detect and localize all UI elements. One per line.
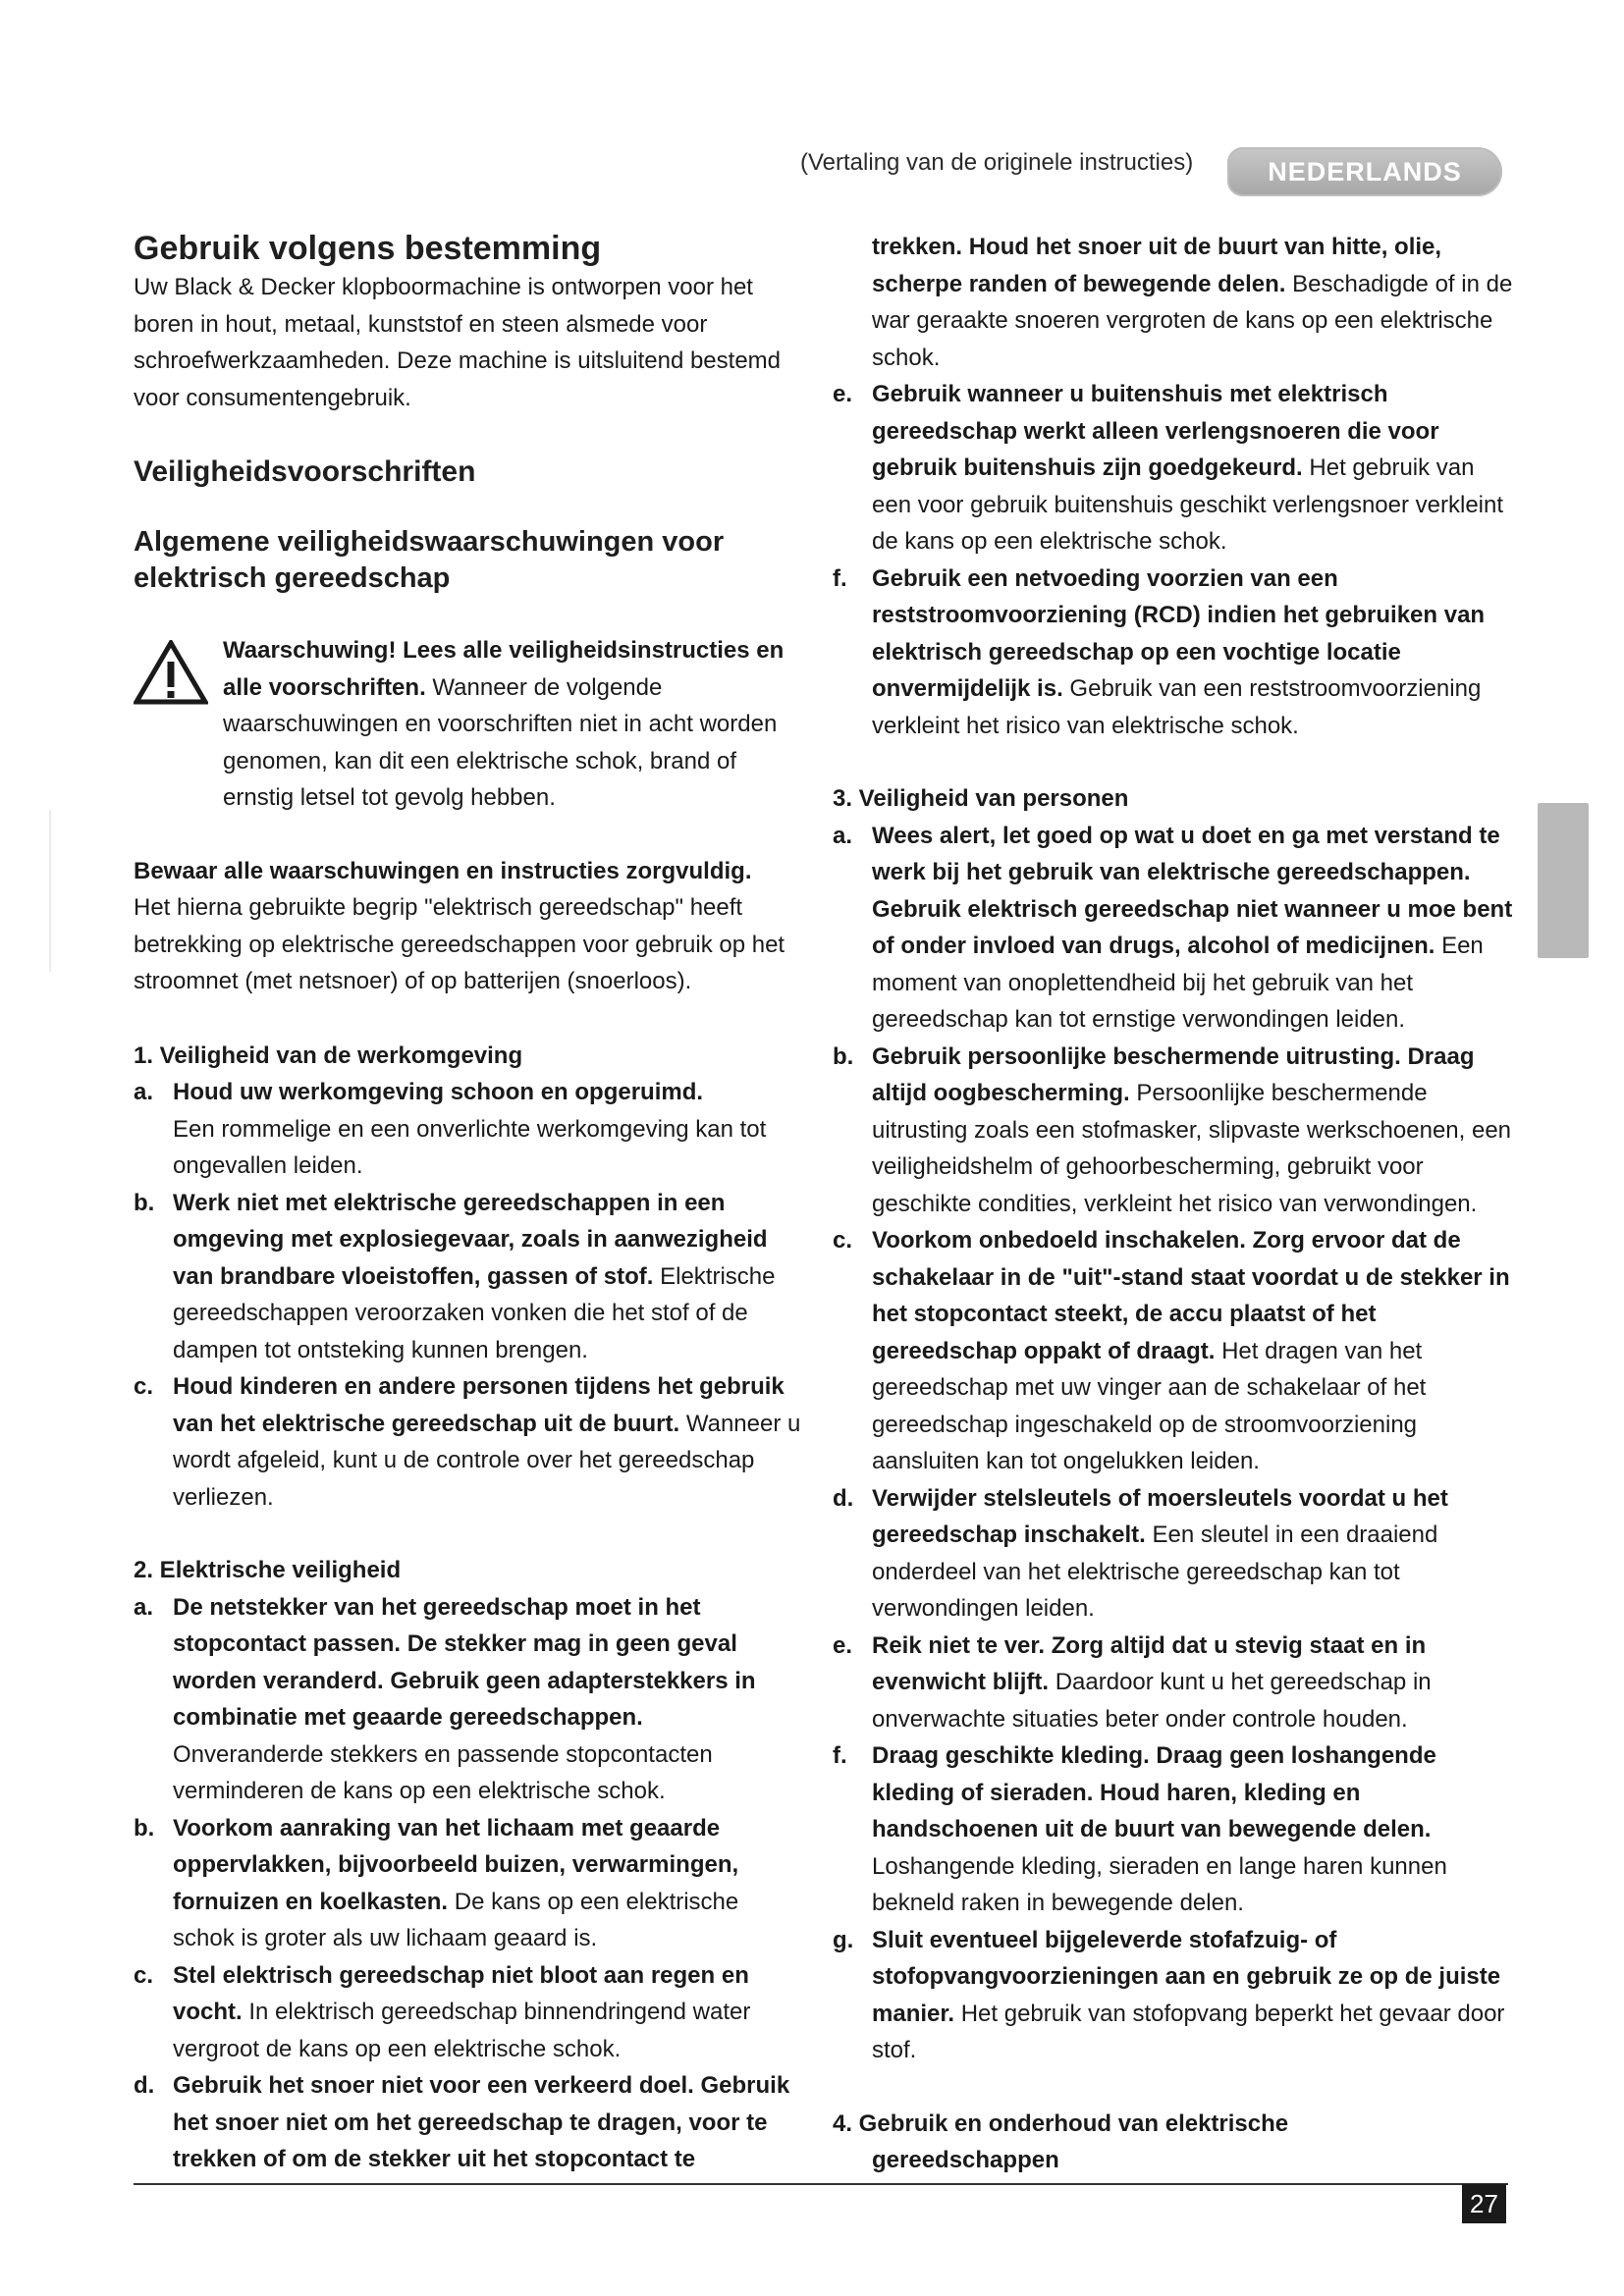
list-item: b. Voorkom aanraking van het lichaam met geaarde oppervlakken, bijvoorbeeld buizen, verwarmingen, fornuizen en koelkasten. De kans op een elektrische schok is groter als uw lichaam geaard is.: [134, 1814, 739, 1951]
margin-line: [49, 810, 51, 972]
heading-safety: Veiligheidsvoorschriften: [134, 455, 476, 488]
list-item: b. Werk niet met elektrische gereedschappen in een omgeving met explosiegevaar, zoals in aanwezigheid van brandbare vloeistoffen, gassen of stof. Elektrische gereedschappen veroorzaken vonken die het stof of de dampen tot ontsteking kunnen brengen.: [134, 1189, 776, 1363]
list-item: c. Stel elektrisch gereedschap niet bloot aan regen en vocht. In elektrisch gereedschap binnendringend water vergroot de kans op een elektrische schok.: [134, 1961, 751, 2062]
list-item: d. Verwijder stelsleutels of moersleutels voordat u het gereedschap inschakelt. Een sleutel in een draaiend onderdeel van het elektrische gereedschap kan tot verwondingen leiden.: [833, 1484, 1448, 1622]
list-item: a. Houd uw werkomgeving schoon en opgeruimd. Een rommelige en een onverlichte werkomgeving kan tot ongevallen leiden.: [134, 1079, 767, 1179]
list-item: c. Voorkom onbedoeld inschakelen. Zorg ervoor dat de schakelaar in de "uit"-stand staat voordat u de stekker in het stopcontact steekt, de accu plaatst of het gereedschap oppakt of draagt. Het dragen van het gereedschap met uw vinger aan de schakelaar of het gereedschap ingeschakeld op de stroomvoorziening aansluiten kan tot ongelukken leiden.: [833, 1227, 1510, 1474]
list-item: f. Gebruik een netvoeding voorzien van een reststroomvoorziening (RCD) indien het gebruiken van elektrisch gereedschap op een vochtige locatie onvermijdelijk is. Gebruik van een reststroomvoorziening verkleint het risico van elektrische schok.: [833, 564, 1486, 739]
language-tab: NEDERLANDS: [1227, 147, 1502, 196]
left-column: [134, 228, 801, 2178]
heading-general-warnings: Algemene veiligheidswaarschuwingen voor elektrisch gereedschap: [134, 526, 725, 594]
list-item: a. De netstekker van het gereedschap moet in het stopcontact passen. De stekker mag in geen geval worden veranderd. Gebruik geen adapterstekkers in combinatie met geaarde gereedschappen. Onveranderde stekkers en passende stopcontacten verminderen de kans op een elektrische schok.: [134, 1593, 756, 1804]
list-item: c. Houd kinderen en andere personen tijdens het gebruik van het elektrische gereedschap uit de buurt. Wanneer u wordt afgeleid, kunt u de controle over het gereedschap verliezen.: [134, 1373, 801, 1511]
section-2-list: [134, 1589, 801, 2178]
section-3-title: 3. Veiligheid van personen: [833, 785, 1129, 812]
list-item: e. Reik niet te ver. Zorg altijd dat u stevig staat en in evenwicht blijft. Daardoor kunt u het gereedschap in onverwachte situaties beter onder controle houden.: [833, 1631, 1432, 1733]
right-column: [833, 229, 1520, 2179]
intended-use-text: Uw Black & Decker klopboormachine is ontworpen voor het boren in hout, metaal, kunststof en steen alsmede voor schroefwerkzaamheden. Deze machine is uitsluitend bestemd voor consumentengebruik.: [134, 274, 782, 411]
keep-instructions: Bewaar alle waarschuwingen en instructies zorgvuldig. Het hierna gebruikte begrip "elektrisch gereedschap" heeft betrekking op elektrische gereedschappen voor gebruik op het stroomnet (met netsnoer) of op batterijen (snoerloos).: [134, 857, 785, 994]
section-3-list: [833, 818, 1520, 2069]
section-2-title: 2. Elektrische veiligheid: [134, 1557, 402, 1583]
section-1-title: 1. Veiligheid van de werkomgeving: [134, 1041, 523, 1069]
list-item: a. Wees alert, let goed op wat u doet en ga met verstand te werk bij het gebruik van elektrische gereedschappen. Gebruik elektrisch gereedschap niet wanneer u moe bent of onder invloed van drugs, alcohol of medicijnen. Een moment van onoplettendheid bij het gebruik van het gereedschap kan tot ernstige verwondingen leiden.: [833, 822, 1513, 1033]
warning-text: Waarschuwing! Lees alle veiligheidsinstructies en alle voorschriften. Wanneer de volgende waarschuwingen en voorschriften niet in acht worden genomen, kan dit een elektrische schok, brand of ernstig letsel tot gevolg hebben.: [223, 637, 785, 811]
warning-triangle-icon: [134, 640, 208, 705]
list-item: d. Gebruik het snoer niet voor een verkeerd doel. Gebruik het snoer niet om het gereedschap te dragen, voor te trekken of om de stekker uit het stopcontact te: [134, 2072, 790, 2172]
section-4-title: 4. Gebruik en onderhoud van elektrische gereedschappen: [833, 2109, 1289, 2173]
list-item: g. Sluit eventueel bijgeleverde stofafzuig- of stofopvangvoorzieningen aan en gebruik ze op de juiste manier. Het gebruik van stofopvang beperkt het gevaar door stof.: [833, 1926, 1505, 2063]
section-1-list: [134, 1074, 801, 1516]
page-number: 27: [1462, 2184, 1506, 2223]
list-item: e. Gebruik wanneer u buitenshuis met elektrisch gereedschap werkt alleen verlengsnoeren die voor gebruik buitenshuis zijn goedgekeurd. Het gebruik van een voor gebruik buitenshuis geschikt verlengsnoer verkleint de kans op een elektrische schok.: [833, 381, 1504, 555]
header-subtitle: (Vertaling van de originele instructies): [800, 149, 1194, 176]
list-item: b. Gebruik persoonlijke beschermende uitrusting. Draag altijd oogbescherming. Persoonlijke beschermende uitrusting zoals een stofmasker, slipvaste werkschoenen, een veiligheidshelm of gehoorbescherming, gebruikt voor geschikte condities, verkleint het risico van verwondingen.: [833, 1042, 1512, 1217]
footer-rule: [134, 2183, 1508, 2185]
warning-block: [134, 632, 801, 817]
heading-intended-use: Gebruik volgens bestemming: [134, 230, 602, 267]
list-item-continued: trekken. Houd het snoer uit de buurt van hitte, olie, scherpe randen of bewegende delen. Beschadigde of in de war geraakte snoeren vergroten de kans op een elektrische schok.: [872, 234, 1513, 371]
section-side-tab: [1538, 803, 1589, 958]
list-item: f. Draag geschikte kleding. Draag geen loshangende kleding of sieraden. Houd haren, kleding en handschoenen uit de buurt van bewegende delen. Loshangende kleding, sieraden en lange haren kunnen bekneld raken in bewegende delen.: [833, 1742, 1447, 1916]
